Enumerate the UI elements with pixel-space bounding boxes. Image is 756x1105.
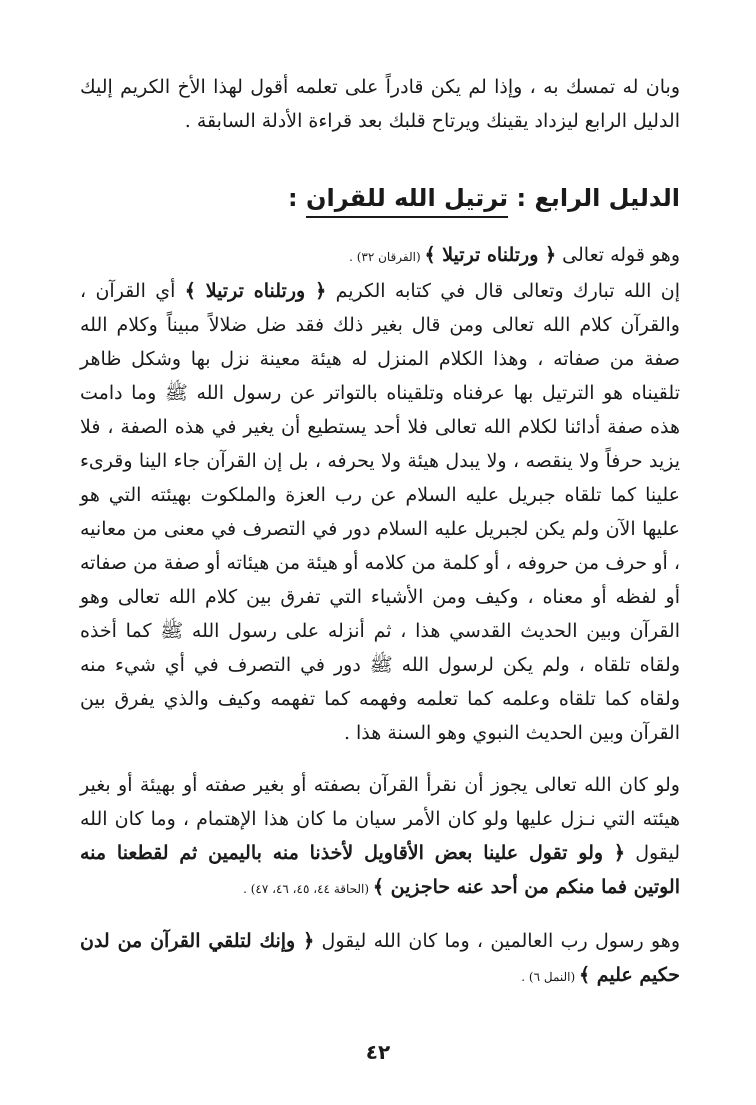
- heading-prefix: الدليل الرابع :: [508, 184, 680, 212]
- verse-lead: وهو قوله تعالى: [556, 244, 680, 266]
- heading-suffix: :: [288, 184, 306, 212]
- page-body: [80, 70, 680, 994]
- intro-paragraph: [80, 70, 680, 138]
- third-paragraph-quote: ﴿ وإنك لتلقي القرآن من لدن حكيم عليم ﴾: [80, 930, 680, 986]
- second-paragraph-citation: (الحاقة ٤٤، ٤٥، ٤٦، ٤٧) .: [243, 882, 373, 896]
- second-paragraph-quote: ﴿ ولو تقول علينا بعض الأقاويل لأخذنا منه باليمين ثم لقطعنا منه الوتين فما منكم من أحد عنه حاجزين ﴾: [80, 842, 680, 898]
- main-paragraph: [80, 274, 680, 750]
- verse-paragraph: [80, 238, 680, 274]
- second-paragraph: [80, 768, 680, 906]
- intro-text: وبان له تمسك به ، وإذا لم يكن قادراً على تعلمه أقول لهذا الأخ الكريم إليك الدليل الرابع ليزداد يقينك ويرتاح قلبك بعد قراءة الأدلة السابقة .: [80, 76, 680, 132]
- third-paragraph-citation: (النمل ٦) .: [521, 970, 580, 984]
- third-paragraph: [80, 924, 680, 994]
- main-paragraph-rest: أي القرآن ، والقرآن كلام الله تعالى ومن قال بغير ذلك فقد ضل ضلالاً مبيناً وكلام الله صفة من صفاته ، وهذا الكلام المنزل له هيئة معينة نزل بها وشكل ظاهر تلقيناه هو الترتيل بها عرفناه وتلقيناه بالتواتر عن رسول الله ﷺ وما دامت هذه صفة أدائنا لكلام الله تعالى فلا أحد يستطيع أن يغير في هذه الصفة ، فلا يزيد حرفاً ولا ينقصه ، ولا يبدل هيئة ولا يحرفه ، بل إن القرآن جاء الينا وقرىء علينا كما تلقاه جبريل عليه السلام عن رب العزة والملكوت بهيئته التي هو عليها الآن ولم يكن لجبريل عليه السلام دور في التصرف في معنى من معانيه ، أو حرف من حروفه ، أو كلمة من كلامه أو هيئة من هيئاته أو صفة من صفاته أو لفظه أو معناه ، وكيف ومن الأشياء التي تفرق بين كلام الله تعالى وهو القرآن وبين الحديث القدسي هذا ، ثم أنزله على رسول الله ﷺ كما أخذه ولقاه تلقاه ، ولم يكن لرسول الله ﷺ دور في التصرف في أي شيء منه ولقاه كما تلقاه وعلمه كما تعلمه وفهمه كما تفهمه وكيف والذي يفرق بين القرآن وبين الحديث النبوي وهو السنة هذا .: [80, 280, 680, 744]
- page-number: ٤٢: [365, 1040, 391, 1064]
- main-paragraph-quote: ﴿ ورتلناه ترتيلا ﴾: [184, 280, 327, 302]
- verse-citation: (الفرقان ٣٢) .: [349, 250, 425, 264]
- verse-quote: ﴿ ورتلناه ترتيلا ﴾: [424, 244, 557, 266]
- section-heading: [80, 180, 680, 216]
- third-paragraph-lead: وهو رسول رب العالمين ، وما كان الله ليقول: [314, 930, 680, 952]
- second-paragraph-lead: ولو كان الله تعالى يجوز أن نقرأ القرآن بصفته أو بغير صفته أو بهيئة أو بغير هيئته التي نـزل عليها ولو كان الأمر سيان ما كان هذا الإهتمام ، وما كان الله ليقول: [80, 774, 680, 864]
- heading-underlined-title: ترتيل الله للقران: [306, 184, 508, 218]
- main-paragraph-lead: إن الله تبارك وتعالى قال في كتابه الكريم: [326, 280, 680, 302]
